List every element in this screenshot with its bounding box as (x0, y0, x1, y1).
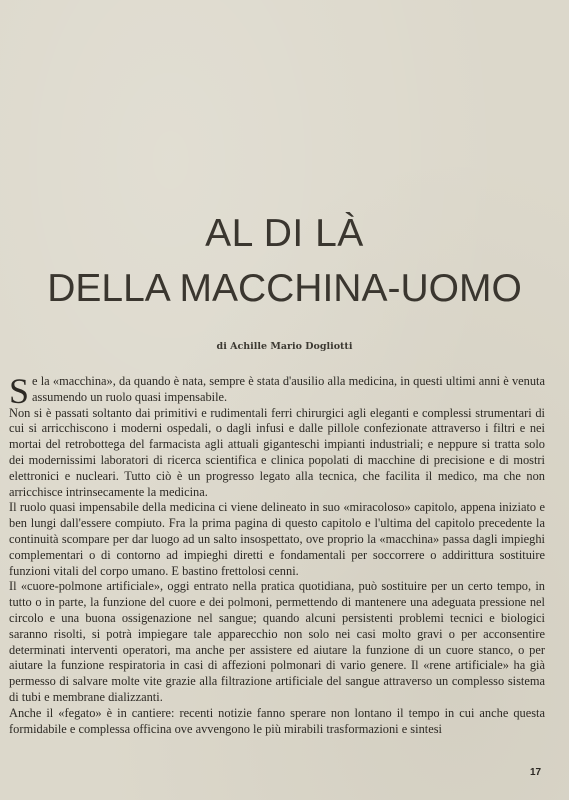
drop-cap: S (9, 371, 30, 411)
article-title-line-2: DELLA MACCHINA-UOMO (47, 267, 522, 310)
article-body (9, 371, 545, 737)
paragraph-5: Anche il «fegato» è in cantiere: recenti notizie fanno sperare non lontano il tempo in cui anche questa formidabile e complessa officina ove avvengono le più mirabili trasformazioni e sintesi (9, 705, 545, 736)
article-title-line-1: AL DI LÀ (205, 212, 364, 255)
paragraph-1 (9, 371, 545, 411)
article-byline: di Achille Mario Dogliotti (216, 341, 353, 352)
paragraph-3: Il ruolo quasi impensabile della medicina ci viene delineato in suo «miracoloso» capitolo, appena iniziato e ben lungi dall'essere compiuto. Fra la prima pagina di questo capitolo e l'ultima del capitolo precedente la continuità scompare per dar luogo ad un salto insospettato, ove proprio la «macchina» passa dagli impieghi complementari o di contorno ad impieghi diretti e fondamentali per soccorrere o addirittura sostituire funzioni vitali del corpo umano. E bastino frettolosi cenni. (9, 500, 545, 578)
page-number: 17 (530, 767, 542, 778)
paragraph-1-text: e la «macchina», da quando è nata, sempre è stata d'ausilio alla medicina, in questi ultimi anni è venuta assumendo un ruolo quasi impensabile. (32, 374, 545, 404)
paragraph-2: Non si è passati soltanto dai primitivi e rudimentali ferri chirurgici agli eleganti e complessi strumentari di cui si arricchiscono i moderni ospedali, o dagli infusi e dalle pillole confezionate attraverso i filtri e nei mortai del retrobottega del farmacista agli attuali giganteschi impianti industriali; e neppure si tratta solo dei modernissimi laboratori di ricerca scientifica e clinica popolati di macchine di precisione e di mostri elettronici e nucleari. Tutto ciò è un progresso legato alla tecnica, che facilita il medico, ma che non arricchisce intrinsecamente la medicina. (9, 405, 545, 499)
paragraph-4: Il «cuore-polmone artificiale», oggi entrato nella pratica quotidiana, può sostituire per un certo tempo, in tutto o in parte, la funzione del cuore e dei polmoni, permettendo di mantenere una adeguata pressione nel circolo e una buona ossigenazione nel sangue; quando alcuni persistenti problemi tecnici e biologici saranno risolti, si potrà impiegare tale apparecchio non solo nei casi molto gravi o per acconsentire determinati interventi operatori, ma anche per assistere ed aiutare la funzione di un cuore stanco, o per aiutare la funzione respiratoria in casi di affezioni polmonari di vario genere. Il «rene artificiale» ha già permesso di salvare molte vite grazie alla filtrazione artificiale del sangue attraverso un complesso sistema di tubi e membrane dializzanti. (9, 579, 545, 704)
